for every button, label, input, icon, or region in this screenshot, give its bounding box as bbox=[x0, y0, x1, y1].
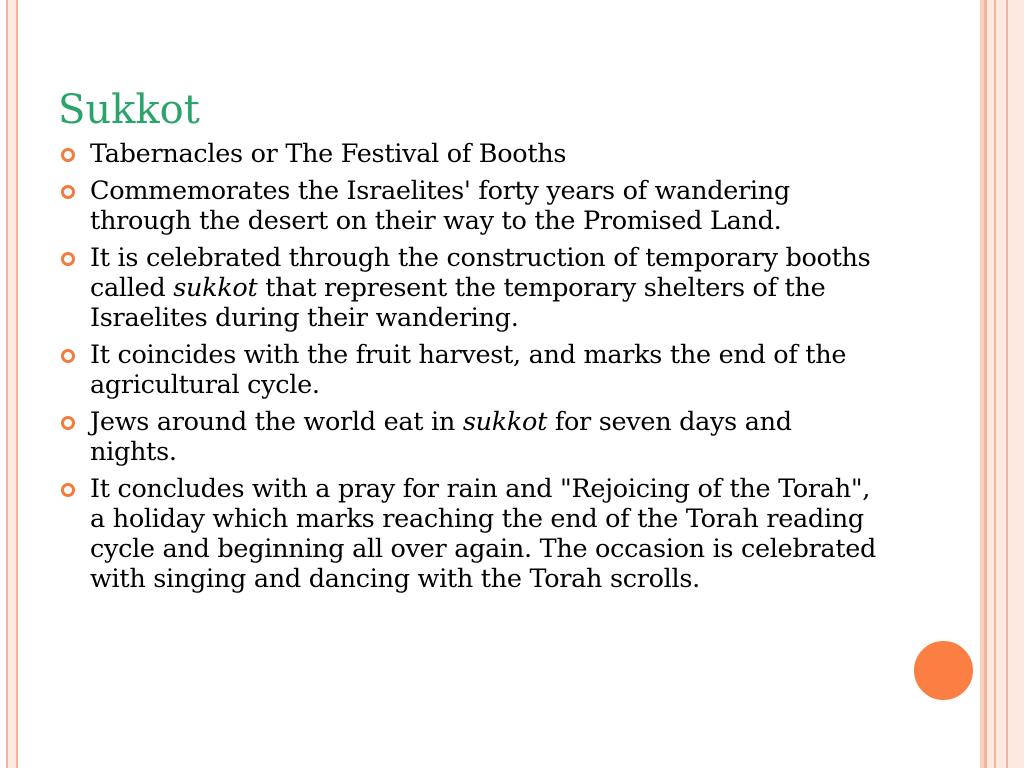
orange-circle-icon bbox=[912, 639, 975, 702]
bullet-item bbox=[58, 176, 878, 236]
bullet-item bbox=[58, 407, 878, 467]
slide-title: Sukkot bbox=[58, 87, 200, 133]
right-stripe bbox=[996, 0, 1006, 768]
italic-term: sukkot bbox=[462, 407, 548, 437]
bullet-text: Tabernacles or The Festival of Booths bbox=[90, 139, 567, 169]
bullet-text: It coincides with the fruit harvest, and marks the end of the agricultural cycle. bbox=[90, 340, 847, 400]
right-stripe bbox=[1008, 0, 1024, 768]
right-stripe bbox=[987, 0, 994, 768]
circle-bullet-icon bbox=[61, 252, 75, 266]
bullet-text: Jews around the world eat in sukkot for seven days and nights. bbox=[90, 407, 792, 467]
bullet-text: Commemorates the Israelites' forty years of wandering through the desert on their way to the Promised Land. bbox=[90, 176, 790, 236]
circle-bullet-icon bbox=[61, 185, 75, 199]
bullet-item bbox=[58, 474, 878, 594]
italic-term: sukkot bbox=[173, 273, 258, 303]
circle-bullet-icon bbox=[61, 148, 75, 162]
bullet-text: It concludes with a pray for rain and "Rejoicing of the Torah", a holiday which marks reaching the end of the Torah reading cycle and beginning all over again. The occasion is celebrated with singing and dancing with the Torah scrolls. bbox=[90, 474, 877, 594]
circle-bullet-icon bbox=[61, 349, 75, 363]
bullet-item bbox=[58, 139, 878, 169]
circle-bullet-icon bbox=[61, 416, 75, 430]
left-border-frame bbox=[6, 0, 18, 768]
circle-bullet-icon bbox=[61, 483, 75, 497]
bullet-item bbox=[58, 340, 878, 400]
bullet-text: It is celebrated through the construction of temporary booths called sukkot that represent the temporary shelters of the Israelites during their wandering. bbox=[90, 243, 871, 333]
bullet-item bbox=[58, 243, 878, 333]
bullet-list bbox=[58, 139, 878, 601]
